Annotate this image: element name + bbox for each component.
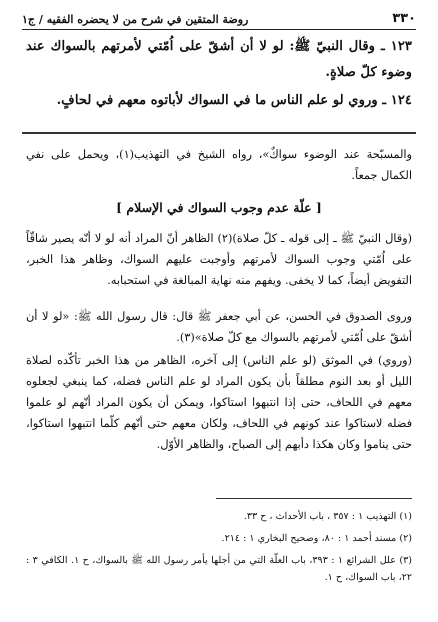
commentary-paragraph-1: والمسبّحة عند الوضوء سواكٌ»، رواه الشيخ في التهذيب(١)، ويحمل على نفي الكمال جمعاً. [26,148,412,182]
hadith-124: ١٢٤ ـ وروي لو علم الناس ما في السواك لأباتوه معهم في لحافٍ. [56,93,412,108]
book-title: روضة المتقين في شرح من لا يحضره الفقيه / ج١ [22,13,249,26]
footnote-1: (١) التهذيب ١ : ٣٥٧ ، باب الأحداث ، ح ٣٣. [243,511,412,522]
hadith-123: ١٢٣ ـ وقال النبيّ ﷺ: لو لا أن أشقّ على اُمّتي لأمرتهم بالسواك عند وضوء كلّ صلاةٍ. [26,39,412,80]
commentary-paragraph-2: (وقال النبيّ ﷺ ـ إلى قوله ـ كلّ صلاة)(٢) الظاهر أنّ المراد أنه لو لا أنّه يصير شاقّاً على اُمّتي وجوب السواك لأمرتهم وأوجبت عليهم السواك، وظاهر هذا الخبر، التفويض أيضاً، كما لا يخفى. ويفهم منه نهاية المبالغة في استحبابه. [26,232,413,287]
footnote-2: (٢) مسند أحمد ١ : ٨٠، وصحيح البخاري ١ : ٢١٤. [221,533,412,544]
footnote-3: (٣) علل الشرائع ١ : ٣٩٣، باب العلّة التي من أجلها يأمر رسول الله ﷺ بالسواك، ح ١. الكافي ٣ : ٢٢، باب السواك، ح ١. [26,555,412,583]
commentary-paragraph-3: وروى الصدوق في الحسن، عن أبي جعفر ﷺ قال: قال رسول الله ﷺ: «لو لا أن أشقّ على اُمّتي لأمرتهم بالسواك مع كلّ صلاة»(٣). [26,310,412,344]
running-header [22,6,416,30]
section-divider [22,132,416,134]
footnote-divider [216,498,412,499]
commentary-paragraph-4: (وروي) في الموثق (لو علم الناس) إلى آخره، الظاهر من هذا الخبر تأكّده لصلاة الليل أو بعد النوم مطلقاً بأن يكون المراد لو علم الناس فضله، كما ينبغي لجعلوه معهم في اللحاف، حتى إذا انتبهوا استاكوا، ويمكن أن يكون المراد أنّهم لو علموا فضله لاستاكوا عند كونهم في اللحاف، ولكان معهم حتى أنّهم كلّما انتبهوا استاكوا، حتى يناموا وكان هكذا دأبهم إلى الصباح، والظاهر الأوّل. [26,354,412,451]
section-title: [ علّة عدم وجوب السواك في الإسلام ] [116,200,322,215]
page-number: ٣٣٠ [392,11,416,26]
